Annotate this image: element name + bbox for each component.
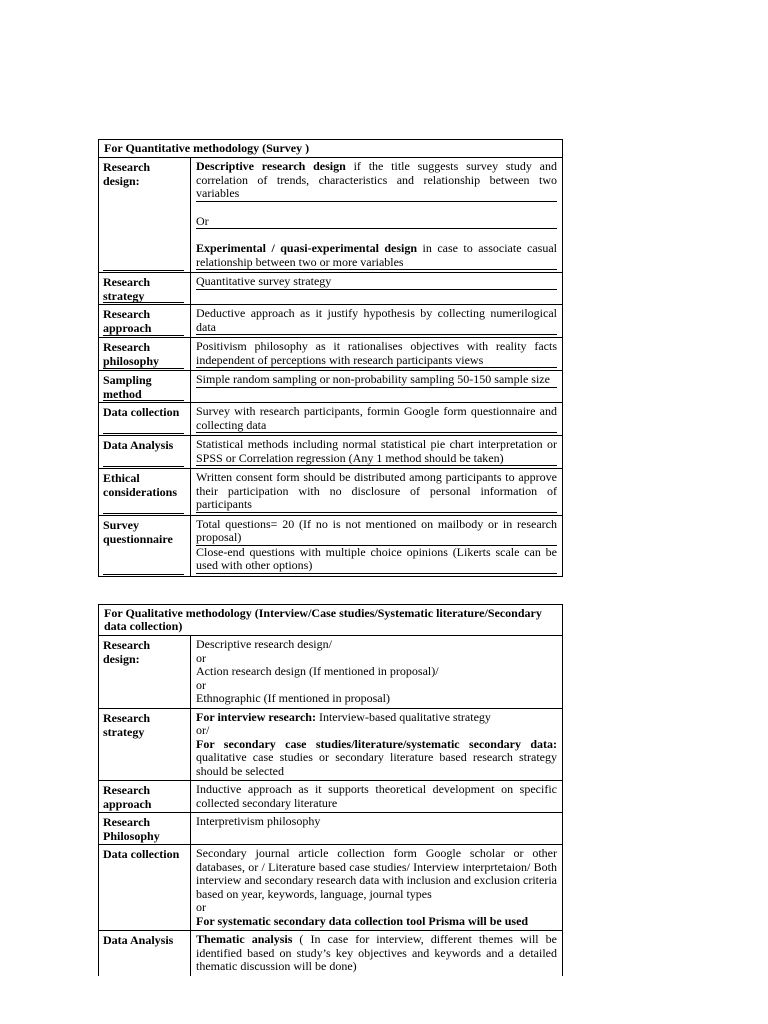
row-label: Survey questionnaire bbox=[99, 516, 191, 576]
row-value: Descriptive research design if the title suggests survey study and correlation of trends, characteristics and relationship between two variables Or Experimental / quasi-experimental design in case to associate casual relationship between two or more variables bbox=[196, 159, 557, 269]
row-value: For interview research: Interview-based qualitative strategy or/ For secondary case studies/literature/systematic secondary data: qualitative case studies or secondary literature based research strategy should be selected bbox=[196, 709, 557, 778]
row-label: Research Philosophy bbox=[99, 813, 191, 844]
row-label: Data collection bbox=[99, 403, 191, 435]
row-label: Research design: bbox=[99, 158, 191, 272]
row-value: Positivism philosophy as it rationalises objectives with reality facts independent of perceptions with research participants views bbox=[196, 339, 557, 367]
row-label: Research approach bbox=[99, 305, 191, 337]
quantitative-table bbox=[98, 139, 563, 577]
table-row bbox=[99, 158, 562, 272]
row-value: Secondary journal article collection form Google scholar or other databases, or / Literature based case studies/ Interview interprtetaion/ Both interview and secondary research data with inclusion and exclusion criteria based on year, keywords, language, journal types or For systematic secondary data collection tool Prisma will be used bbox=[196, 846, 557, 928]
row-value: Deductive approach as it justify hypothesis by collecting numerilogical data bbox=[196, 306, 557, 334]
row-label: Research philosophy bbox=[99, 338, 191, 370]
quantitative-table-title: For Quantitative methodology (Survey ) bbox=[99, 140, 562, 158]
table-row bbox=[99, 304, 562, 337]
row-value: Written consent form should be distributed among participants to approve their participation with no disclosure of personal information of participants bbox=[196, 470, 557, 511]
row-label: Research design: bbox=[99, 636, 191, 708]
table-row-empty bbox=[99, 976, 562, 977]
table-row bbox=[99, 930, 562, 976]
row-label: Data Analysis bbox=[99, 436, 191, 468]
row-value: Total questions= 20 (If no is not mentioned on mailbody or in research proposal) Close-end questions with multiple choice opinions (Likerts scale can be used with other options) bbox=[196, 516, 557, 572]
row-label: Data collection bbox=[99, 845, 191, 930]
qualitative-table-title: For Qualitative methodology (Interview/Case studies/Systematic literature/Secondary data collection) bbox=[99, 605, 562, 636]
table-row bbox=[99, 370, 562, 402]
table-row bbox=[99, 844, 562, 930]
table-row bbox=[99, 272, 562, 304]
row-label: Ethical considerations bbox=[99, 469, 191, 515]
row-value: Descriptive research design/ or Action research design (If mentioned in proposal)/ or Ethnographic (If mentioned in proposal) bbox=[196, 637, 439, 705]
table-row bbox=[99, 468, 562, 515]
table-row bbox=[99, 337, 562, 370]
table-row bbox=[99, 780, 562, 812]
table-row bbox=[99, 435, 562, 468]
table-row bbox=[99, 515, 562, 576]
row-value: Thematic analysis ( In case for interview, different themes will be identified based on study’s key objectives and keywords and a detailed thematic discussion will be done) bbox=[196, 932, 558, 973]
row-value: Simple random sampling or non-probability sampling 50-150 sample size bbox=[191, 371, 562, 402]
table-row bbox=[99, 812, 562, 844]
row-value: Inductive approach as it supports theoretical development on specific collected secondary literature bbox=[196, 782, 557, 810]
row-label: Research approach bbox=[99, 781, 191, 812]
row-label: Research strategy bbox=[99, 273, 191, 304]
row-value: Survey with research participants, formin Google form questionnaire and collecting data bbox=[196, 404, 557, 432]
table-row bbox=[99, 402, 562, 435]
row-label: Research strategy bbox=[99, 709, 191, 781]
row-value: Interpretivism philosophy bbox=[196, 814, 321, 828]
row-value: Statistical methods including normal statistical pie chart interpretation or SPSS or Correlation regression (Any 1 method should be taken) bbox=[196, 437, 557, 465]
table-row bbox=[99, 636, 562, 708]
table-row bbox=[99, 708, 562, 781]
row-label: Data Analysis bbox=[99, 931, 191, 976]
row-value: Quantitative survey strategy bbox=[191, 273, 562, 304]
row-label: Sampling method bbox=[99, 371, 191, 402]
qualitative-table bbox=[98, 604, 563, 976]
